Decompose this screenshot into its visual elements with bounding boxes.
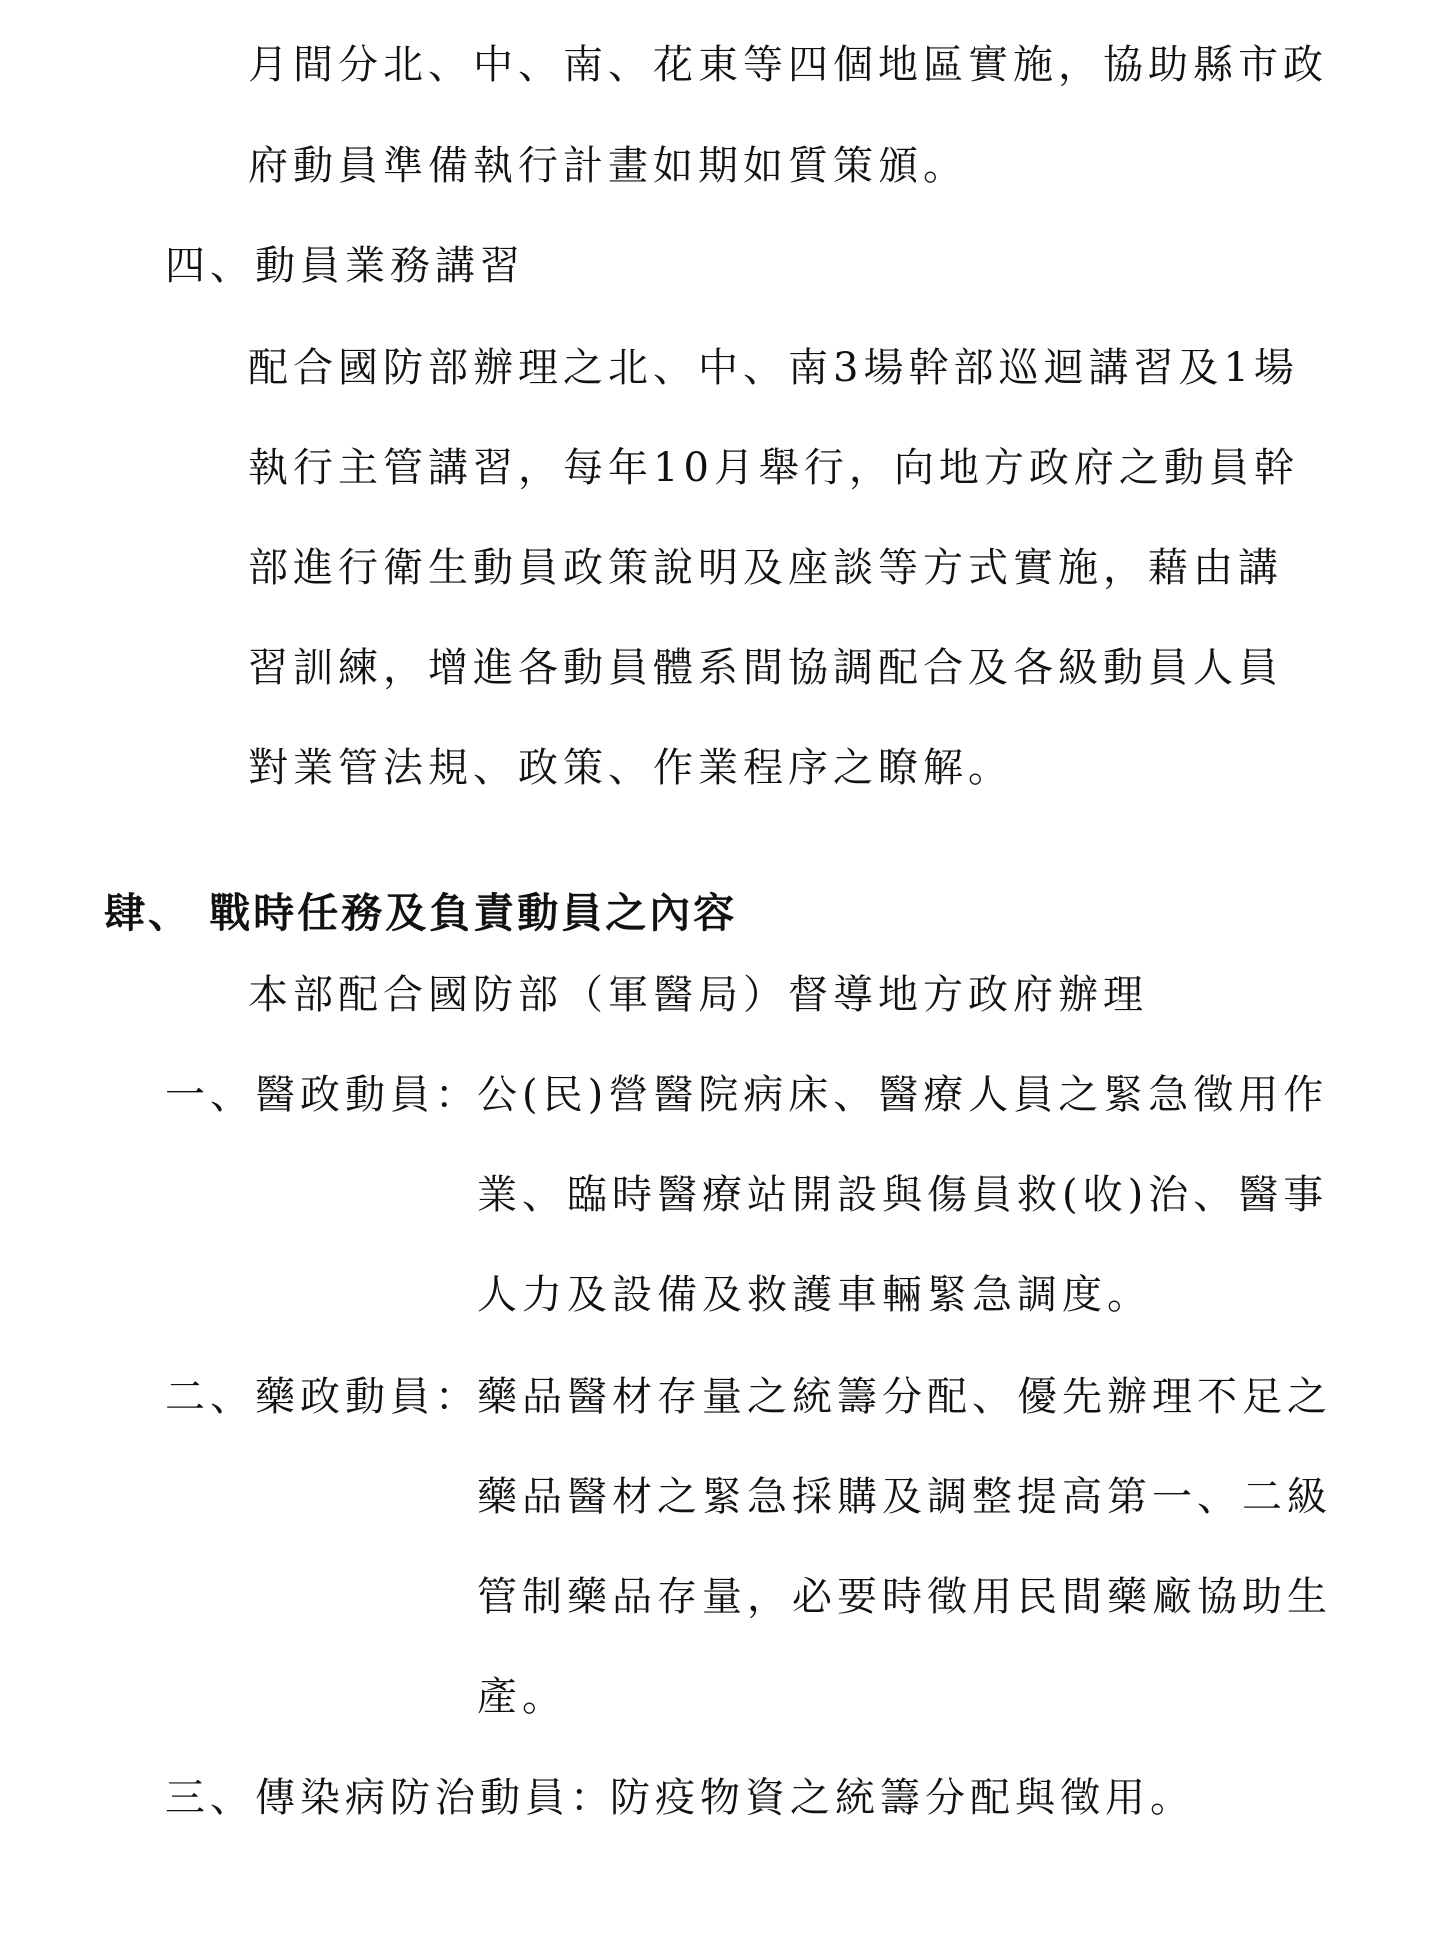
paragraph-line: 習訓練，增進各動員體系間協調配合及各級動員人員 — [248, 645, 1283, 691]
paragraph-line: 月間分北、中、南、花東等四個地區實施，協助縣市政 — [248, 42, 1328, 88]
paragraph-line: 對業管法規、政策、作業程序之瞭解。 — [248, 745, 1013, 791]
subsection-title: 四、動員業務講習 — [165, 243, 525, 289]
item-line: 藥品醫材存量之統籌分配、優先辦理不足之 — [477, 1374, 1332, 1420]
section-intro: 本部配合國防部（軍醫局）督導地方政府辦理 — [248, 972, 1148, 1018]
item-line: 產。 — [477, 1674, 567, 1720]
item-line: 業、臨時醫療站開設與傷員救(收)治、醫事 — [477, 1172, 1329, 1218]
section-heading: 肆、 戰時任務及負責動員之內容 — [104, 889, 738, 937]
paragraph-line: 部進行衛生動員政策說明及座談等方式實施，藉由講 — [248, 545, 1283, 591]
item-line: 藥品醫材之緊急採購及調整提高第一、二級 — [477, 1474, 1332, 1520]
paragraph-line: 府動員準備執行計畫如期如質策頒。 — [248, 143, 968, 189]
item-line: 防疫物資之統籌分配與徵用。 — [610, 1775, 1195, 1821]
item-line: 管制藥品存量，必要時徵用民間藥廠協助生 — [477, 1574, 1332, 1620]
item-line: 人力及設備及救護車輛緊急調度。 — [477, 1272, 1152, 1318]
paragraph-line: 執行主管講習，每年10月舉行，向地方政府之動員幹 — [248, 445, 1299, 491]
item-label: 二、藥政動員： — [165, 1374, 480, 1420]
item-label: 三、傳染病防治動員： — [165, 1775, 615, 1821]
paragraph-line: 配合國防部辦理之北、中、南3場幹部巡迴講習及1場 — [248, 345, 1299, 391]
item-label: 一、醫政動員： — [165, 1072, 480, 1118]
item-line: 公(民)營醫院病床、醫療人員之緊急徵用作 — [477, 1072, 1329, 1118]
